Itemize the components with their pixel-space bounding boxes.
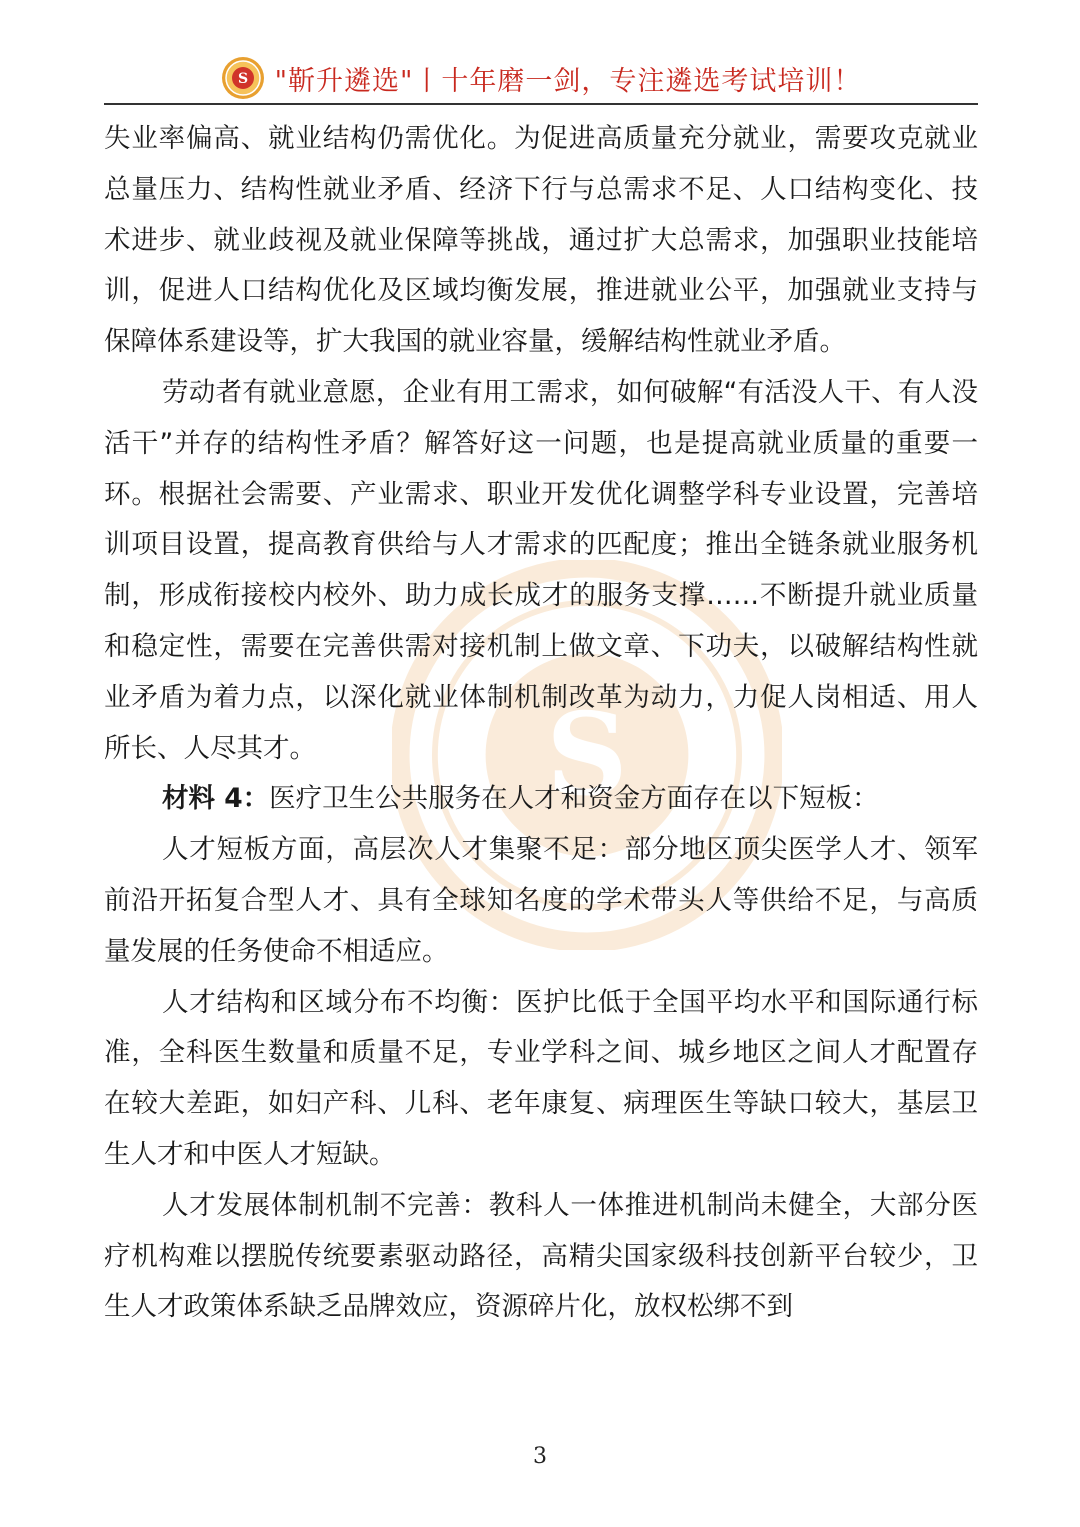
svg-text:S: S — [237, 71, 248, 87]
document-body — [104, 114, 978, 1333]
paragraph: 失业率偏高、就业结构仍需优化。为促进高质量充分就业，需要攻克就业总量压力、结构性就业矛盾、经济下行与总需求不足、人口结构变化、技术进步、就业歧视及就业保障等挑战，通过扩大总需求，加强职业技能培训，促进人口结构优化及区域均衡发展，推进就业公平，加强就业支持与保障体系建设等，扩大我国的就业容量，缓解结构性就业矛盾。 — [104, 123, 978, 358]
header-slogan: "靳升遴选"丨十年磨一剑，专注遴选考试培训！ — [274, 65, 862, 97]
logo-icon — [221, 56, 265, 100]
paragraph: 劳动者有就业意愿，企业有用工需求，如何破解“有活没人干、有人没活干”并存的结构性矛盾？解答好这一问题，也是提高就业质量的重要一环。根据社会需要、产业需求、职业开发优化调整学科专业设置，完善培训项目设置，提高教育供给与人才需求的匹配度；推出全链条就业服务机制，形成衔接校内校外、助力成长成才的服务支撑……不断提升就业质量和稳定性，需要在完善供需对接机制上做文章、下功夫，以破解结构性就业矛盾为着力点，以深化就业体制机制改革为动力，力促人岗相适、用人所长、人尽其才。 — [104, 376, 978, 764]
paragraph: 人才短板方面，高层次人才集聚不足：部分地区顶尖医学人才、领军前沿开拓复合型人才、具有全球知名度的学术带头人等供给不足，与高质量发展的任务使命不相适应。 — [104, 834, 978, 967]
material-heading — [104, 774, 978, 825]
header-divider — [104, 103, 978, 105]
svg-text:S: S — [546, 688, 628, 821]
material-heading-text: 医疗卫生公共服务在人才和资金方面存在以下短板： — [269, 783, 879, 815]
paragraph: 人才发展体制机制不完善：教科人一体推进机制尚未健全，大部分医疗机构难以摆脱传统要素驱动路径，高精尖国家级科技创新平台较少，卫生人才政策体系缺乏品牌效应，资源碎片化，放权松绑不到 — [104, 1189, 978, 1323]
material-label: 材料 4： — [162, 783, 270, 815]
paragraph: 人才结构和区域分布不均衡：医护比低于全国平均水平和国际通行标准，全科医生数量和质量不足，专业学科之间、城乡地区之间人才配置存在较大差距，如妇产科、儿科、老年康复、病理医生等缺口较大，基层卫生人才和中医人才短缺。 — [104, 986, 978, 1170]
page-header — [104, 52, 978, 104]
page-number: 3 — [533, 1444, 547, 1469]
